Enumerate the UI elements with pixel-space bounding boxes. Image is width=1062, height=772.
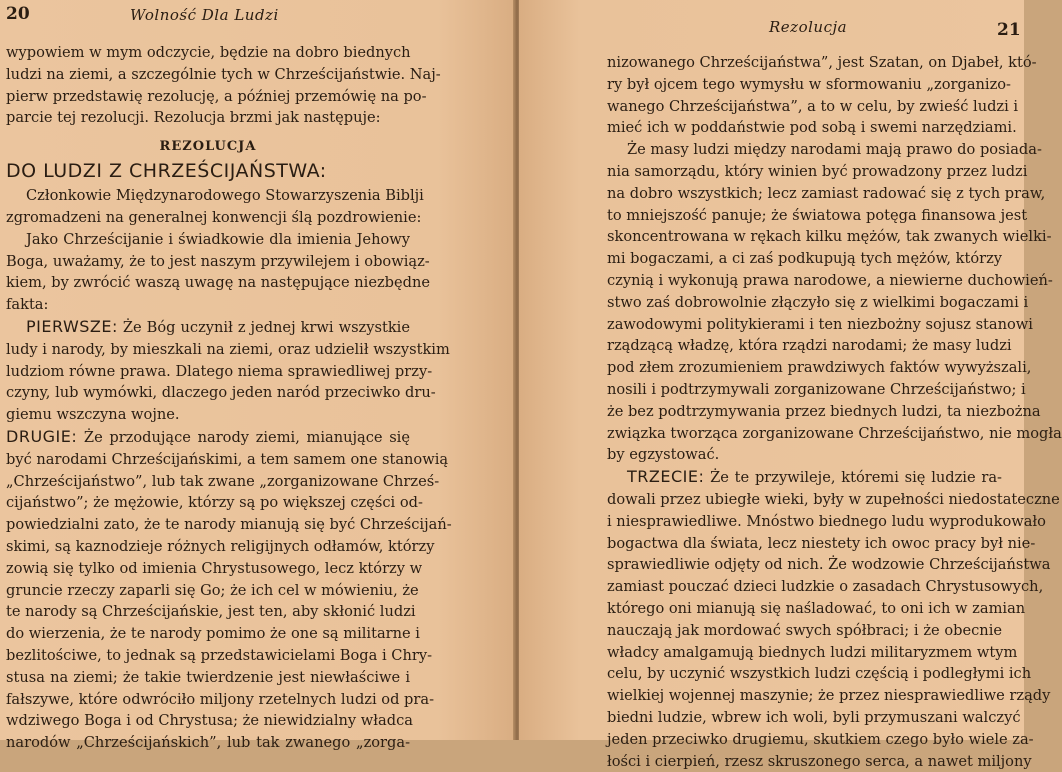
text-line: mieć ich w poddaństwie pod sobą i swemi narzędziami. <box>607 117 1002 139</box>
text-line: rządzącą władzę, która rządzi narodami; że masy ludzi <box>607 335 1002 357</box>
left-page <box>0 0 515 740</box>
text-line: być narodami Chrześcijańskimi, a tem samem one stanowią <box>6 449 410 471</box>
text-line: mi bogaczami, a ci zaś podkupują tych mężów, którzy <box>607 248 1002 270</box>
resolution-heading: REZOLUCJA <box>6 137 410 157</box>
running-head-right: Rezolucja <box>769 18 847 36</box>
point-keyword: DRUGIE: <box>6 427 77 446</box>
second-point-paragraph <box>6 426 410 754</box>
text-line: zawodowymi politykierami i ten niezbożny sojusz stanowi <box>607 314 1002 336</box>
page-number-right: 21 <box>997 20 1021 40</box>
third-point-paragraph <box>607 466 1002 772</box>
first-point-paragraph <box>6 316 410 426</box>
text-line: stusa na ziemi; że takie twierdzenie jest niewłaściwe i <box>6 667 410 689</box>
text-line: fakta: <box>6 294 410 316</box>
text-line: nauczają jak mordować swych spółbraci; i że obecnie <box>607 620 1002 642</box>
text-line: czyny, lub wymówki, dlaczego jeden naród przeciwko dru- <box>6 382 410 404</box>
text-line: wanego Chrześcijaństwa”, a to w celu, by zwieść ludzi i <box>607 96 1002 118</box>
text-line: parcie tej rezolucji. Rezolucja brzmi jak następuje: <box>6 107 410 129</box>
intro-paragraph <box>6 42 410 129</box>
text-line: do wierzenia, że te narody pomimo że one są militarne i <box>6 623 410 645</box>
left-page-body <box>6 42 410 754</box>
text-line: pierw przedstawię rezolucję, a później przemówię na po- <box>6 86 410 108</box>
text-line: te narody są Chrześcijańskie, jest ten, aby skłonić ludzi <box>6 601 410 623</box>
text-line: dowali przez ubiegłe wieki, były w zupełności niedostateczne <box>607 489 1002 511</box>
text-line: zgromadzeni na generalnej konwencji ślą pozdrowienie: <box>6 207 410 229</box>
running-head-left: Wolność Dla Ludzi <box>130 6 279 24</box>
text-line: TRZECIE: Że te przywileje, któremi się ludzie ra- <box>607 466 1002 489</box>
text-line: łości i cierpień, rzesz skruszonego serca, a nawet miljony <box>607 751 1002 772</box>
text-line: powiedzialni zato, że te narody mianują się być Chrześcijań- <box>6 514 410 536</box>
preamble-paragraph <box>6 229 410 316</box>
text-line: ry był ojcem tego wymysłu w sformowaniu „zorganizo- <box>607 74 1002 96</box>
text-line: nia samorządu, który winien być prowadzony przez ludzi <box>607 161 1002 183</box>
text-line: wielkiej wojennej maszynie; że przez niesprawiedliwe rządy <box>607 685 1002 707</box>
text-line: wypowiem w mym odczycie, będzie na dobro biednych <box>6 42 410 64</box>
text-line: zowią się tylko od imienia Chrystusowego, lecz którzy w <box>6 558 410 580</box>
text-line: PIERWSZE: Że Bóg uczynił z jednej krwi wszystkie <box>6 316 410 339</box>
masses-paragraph <box>607 139 1002 466</box>
greeting-paragraph <box>6 185 410 229</box>
text-line: cijaństwo”; że mężowie, którzy są po większej części od- <box>6 492 410 514</box>
text-line: jeden przeciwko drugiemu, skutkiem czego było wiele za- <box>607 729 1002 751</box>
text-line: gruncie rzeczy zaparli się Go; że ich cel w mówieniu, że <box>6 580 410 602</box>
text-line: nizowanego Chrześcijaństwa”, jest Szatan, on Djabeł, któ- <box>607 52 1002 74</box>
text-line: Że masy ludzi między narodami mają prawo do posiada- <box>607 139 1002 161</box>
continued-paragraph <box>607 52 1002 139</box>
text-line: bezlitościwe, to jednak są przedstawicielami Boga i Chry- <box>6 645 410 667</box>
text-line: skimi, są kaznodzieje różnych religijnych odłamów, którzy <box>6 536 410 558</box>
text-line: że bez podtrzymywania przez biednych ludzi, ta niezbożna <box>607 401 1002 423</box>
text-line: nosili i podtrzymywali zorganizowane Chrześcijaństwo; i <box>607 379 1002 401</box>
text-line: bogactwa dla świata, lecz niestety ich owoc pracy był nie- <box>607 533 1002 555</box>
text-line: i niesprawiedliwe. Mnóstwo biednego ludu wyprodukowało <box>607 511 1002 533</box>
resolution-title: DO LUDZI Z CHRZEŚCIJAŃSTWA: <box>6 157 410 185</box>
text-line: sprawiedliwie odjęty od nich. Że wodzowie Chrześcijaństwa <box>607 554 1002 576</box>
text-line: ludy i narody, by mieszkali na ziemi, oraz udzielił wszystkim <box>6 339 410 361</box>
text-line: narodów „Chrześcijańskich”, lub tak zwanego „zorga- <box>6 732 410 754</box>
text-line: którego oni mianują się naśladować, to oni ich w zamian <box>607 598 1002 620</box>
page-number-left: 20 <box>6 4 30 24</box>
right-page-body <box>607 52 1002 772</box>
point-keyword: PIERWSZE: <box>26 317 118 336</box>
text-line: stwo zaś dobrowolnie złączyło się z wielkimi bogaczami i <box>607 292 1002 314</box>
text-line: Boga, uważamy, że to jest naszym przywilejem i obowiąz- <box>6 251 410 273</box>
text-line: fałszywe, które odwróciło miljony rzetelnych ludzi od pra- <box>6 689 410 711</box>
text-line: wdziwego Boga i od Chrystusa; że niewidzialny władca <box>6 710 410 732</box>
text-line: ludziom równe prawa. Dlatego niema sprawiedliwej przy- <box>6 361 410 383</box>
text-line: Członkowie Międzynarodowego Stowarzyszenia Biblji <box>6 185 410 207</box>
text-line: na dobro wszystkich; lecz zamiast radować się z tych praw, <box>607 183 1002 205</box>
text-line: skoncentrowana w rękach kilku mężów, tak zwanych wielki- <box>607 226 1002 248</box>
text-line: czynią i wykonują prawa narodowe, a niewierne duchowień- <box>607 270 1002 292</box>
text-line: kiem, by zwrócić waszą uwagę na następujące niezbędne <box>6 272 410 294</box>
text-line: zamiast pouczać dzieci ludzkie o zasadach Chrystusowych, <box>607 576 1002 598</box>
right-page <box>519 0 1024 740</box>
text-line: to mniejszość panuje; że światowa potęga finansowa jest <box>607 205 1002 227</box>
text-line: ludzi na ziemi, a szczególnie tych w Chrześcijaństwie. Naj- <box>6 64 410 86</box>
text-line: związka tworząca zorganizowane Chrześcijaństwo, nie mogła <box>607 423 1002 445</box>
text-line: pod złem zrozumieniem prawdziwych faktów wywyższali, <box>607 357 1002 379</box>
text-line: biedni ludzie, wbrew ich woli, byli przymuszani walczyć <box>607 707 1002 729</box>
text-line: władcy amalgamują biednych ludzi militaryzmem wtym <box>607 642 1002 664</box>
text-line: by egzystować. <box>607 444 1002 466</box>
text-line: Jako Chrześcijanie i świadkowie dla imienia Jehowy <box>6 229 410 251</box>
text-line: celu, by uczynić wszystkich ludzi częścią i podległymi ich <box>607 663 1002 685</box>
text-line: „Chrześcijaństwo”, lub tak zwane „zorganizowane Chrześ- <box>6 471 410 493</box>
text-line: DRUGIE: Że przodujące narody ziemi, mianujące się <box>6 426 410 449</box>
text-line: giemu wszczyna wojne. <box>6 404 410 426</box>
point-keyword: TRZECIE: <box>627 467 704 486</box>
